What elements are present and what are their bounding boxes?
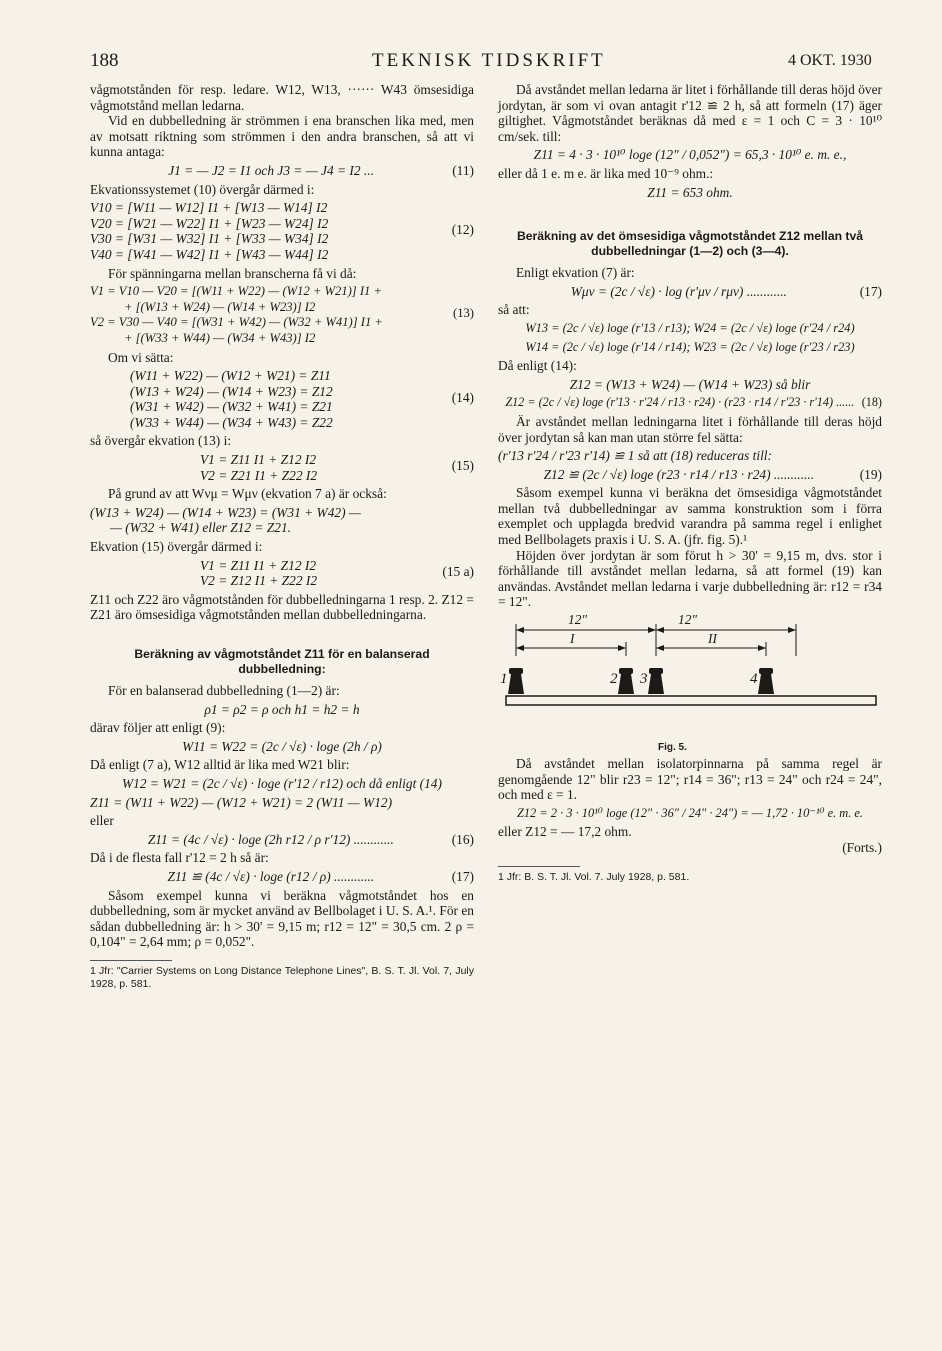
equation-19: Z12 ≌ (2c / √ε) loge (r23 · r14 / r13 · r24) ............ (19) [543,466,882,482]
crossarm [506,696,876,705]
equation-z11-result: Z11 = 653 ohm. [647,184,733,200]
paragraph: vågmotstånden för resp. ledare. W12, W13, ······ W43 ömsesidiga vågmotstånd mellan ledarna. [90,82,474,113]
issue-date: 4 OKT. 1930 [788,52,872,69]
paragraph: så övergår ekvation (13) i: [90,433,232,449]
wire-label-2: 2 [610,671,618,688]
footnote-rule [498,866,580,867]
equation-approx: (r'13 r'24 / r'23 r'14) ≌ 1 så att (18) reduceras till: [498,448,772,464]
paragraph: Är avståndet mellan ledningarna litet i förhållande till deras höjd över jordytan så kan man utan större fel sätta: [498,413,882,445]
wire-label-3: 3 [640,671,648,688]
paragraph: Då enligt (14): [498,358,577,374]
equation-z11: Z11 = (W11 + W22) — (W12 + W21) = 2 (W11 — W12) [90,794,393,810]
paragraph: Vid en dubbelledning är strömmen i ena branschen lika med, men av motsatt riktning som strömmen i den andra branschen, så att vi kunna antaga: [90,113,474,160]
equation-18: Z12 = (2c / √ε) loge (r'13 · r'24 / r13 · r24) · (r23 · r14 / r'23 · r'14) ...... (18) [505,395,882,410]
group-label-1: I [570,631,575,647]
equation-symmetry: (W13 + W24) — (W14 + W23) = (W31 + W42) — — (W32 + W41) eller Z12 = Z21. [90,504,361,536]
dimension-label-2: 12" [678,612,698,628]
equation-z12-numeric: Z12 = 2 · 3 · 10¹⁰ loge (12" · 36" / 24" · 24") = — 1,72 · 10⁻¹⁰ e. m. e. [516,805,864,820]
equation-w14-w23: W14 = (2c / √ε) loge (r'14 / r14); W23 = (2c / √ε) loge (r'23 / r23) [525,339,855,354]
continued-note: (Forts.) [842,840,882,855]
section-heading: Beräkning av vågmotståndet Z11 för en balanserad dubbelledning: [134,647,430,676]
wire-label-4: 4 [750,671,758,688]
footnote: 1 Jfr: B. S. T. Jl. Vol. 7. July 1928, p. 581. [498,870,690,883]
equation-16: Z11 = (4c / √ε) · loge (2h r12 / ρ r'12) ............ (16) [147,831,474,847]
paragraph: Då enligt (7 a), W12 alltid är lika med W21 blir: [90,757,350,773]
right-column [498,82,882,884]
paragraph: Höjden över jordytan är som förut h > 30' = 9,15 m, dvs. stor i förhållande till avståndet mellan ledarna, så att formel (19) kan användas. Avståndet mellan ledarna i varje dubbelledning är: r12 = r34 = 12". [498,547,882,610]
equation-15: (15) V1 = Z11 I1 + Z12 I2 V2 = Z21 I1 + Z22 I2 [200,452,474,483]
paragraph: så att: [498,302,530,318]
paragraph: Z11 och Z22 äro vågmotstånden för dubbelledningarna 1 resp. 2. Z12 = Z21 äro ömsesidiga vågmotstånden mellan dubbelledningarna. [90,591,474,623]
equation-w13-w24: W13 = (2c / √ε) loge (r'13 / r13); W24 = (2c / √ε) loge (r'24 / r24) [525,320,855,335]
dimension-label-1: 12" [568,612,588,628]
figure-5 [498,612,882,756]
paragraph: eller Z12 = — 17,2 ohm. [498,824,632,840]
equation-17: Z11 ≌ (4c / √ε) · loge (r12 / ρ) ............ (17) [167,868,474,884]
group-label-2: II [708,631,717,647]
paragraph: Då avståndet mellan isolatorpinnarna på samma regel är genomgående 12" blir r23 = 12"; r14 = 36"; r13 = 24" och r24 = 24", och med ε = 1. [498,756,882,803]
paragraph: Enligt ekvation (7) är: [516,265,635,281]
paragraph: Såsom exempel kunna vi beräkna det ömsesidiga vågmotståndet mellan två dubbelledningar av samma konstruktion som i förra exemplet och upplagda bredvid varandra på samma regel i enlighet med Bellbolagets praxis i U. S. A. (jfr. fig. 5).¹ [498,485,882,548]
equation-rho: ρ1 = ρ2 = ρ och h1 = h2 = h [204,701,360,717]
footnote-rule [90,960,172,961]
paragraph: Ekvationssystemet (10) övergår därmed i: [90,181,315,197]
paragraph: därav följer att enligt (9): [90,720,226,736]
paragraph: eller då 1 e. m e. är lika med 10⁻⁹ ohm.: [498,165,714,181]
journal-title: TEKNISK TIDSKRIFT [372,50,606,71]
equation-z11-numeric: Z11 = 4 · 3 · 10¹⁰ loge (12" / 0,052") = 65,3 · 10¹⁰ e. m. e., [533,147,847,163]
paragraph: Om vi sätta: [108,349,174,365]
figure-caption: Fig. 5. [658,742,687,754]
paragraph: Såsom exempel kunna vi beräkna vågmotståndet hos en dubbelledning, som är mycket använd av Bellbolaget i U. S. A.¹. För en sådan dubbelledning är: h > 30' = 9,15 m; r12 = 12" = 30,5 cm. 2 ρ = 0,104" = 2,64 mm; ρ = 0,052". [90,887,474,950]
wire-label-1: 1 [500,671,508,688]
paragraph: Då avståndet mellan ledarna är litet i förhållande till deras höjd över jordytan, är som vi ovan antagit r'12 ≌ 2 h, så att formeln (17) äger giltighet. Vågmotståndet beräknas då med ε = 1 och C = 3 · 10¹⁰ cm/sek. till: [498,82,882,144]
equation-z12: Z12 = (W13 + W24) — (W14 + W23) så blir [569,376,811,392]
equation-13: (13) V1 = V10 — V20 = [(W11 + W22) — (W12 + W21)] I1 + + [(W13 + W24) — (W14 + W23)] I2 V2 = V30 — V40 = [(W31 + W42) — (W32 + W41)] I1 + + [(W33 + W44) — (W34 + W43)] I2 [90,284,474,345]
equation-11: J1 = — J2 = I1 och J3 = — J4 = I2 ... (11) [168,162,474,178]
paragraph: För en balanserad dubbelledning (1—2) är: [108,683,340,698]
section-heading: Beräkning av det ömsesidiga vågmotståndet Z12 mellan två dubbelledningar (1—2) och (3—4). [516,229,864,259]
equation-12: (12) V10 = [W11 — W12] I1 + [W13 — W14] I2 V20 = [W21 — W22] I1 + [W23 — W24] I2 V30 = [W31 — W32] I1 + [W33 — W34] I2 V40 = [W41 — W42] I1 + [W43 — W44] I2 [90,200,474,262]
equation-17b: Wμν = (2c / √ε) · log (r'μν / rμν) ............ (17) [570,283,882,299]
equation-w12: W12 = W21 = (2c / √ε) · loge (r'12 / r12) och då enligt (14) [122,775,442,791]
equation-14: (14) (W11 + W22) — (W12 + W21) = Z11 (W13 + W24) — (W14 + W23) = Z12 (W31 + W42) — (W32 + W41) = Z21 (W33 + W44) — (W34 + W43) = Z22 [130,368,474,430]
equation-15a: (15 a) V1 = Z11 I1 + Z12 I2 V2 = Z12 I1 + Z22 I2 [200,557,474,589]
left-column [90,82,474,991]
paragraph: eller [90,813,114,829]
paragraph: På grund av att Wνμ = Wμν (ekvation 7 a) är också: [108,486,387,502]
page-number: 188 [90,50,119,71]
paragraph: För spänningarna mellan branscherna få vi då: [108,265,357,281]
footnote: 1 Jfr: "Carrier Systems on Long Distance Telephone Lines", B. S. T. Jl. Vol. 7, July 1928, p. 581. [90,964,474,990]
figure-5-drawing [498,616,882,738]
paragraph: Då i de flesta fall r'12 = 2 h så är: [90,850,269,866]
paragraph: Ekvation (15) övergår därmed i: [90,539,263,555]
equation-w11: W11 = W22 = (2c / √ε) · loge (2h / ρ) [182,738,382,754]
